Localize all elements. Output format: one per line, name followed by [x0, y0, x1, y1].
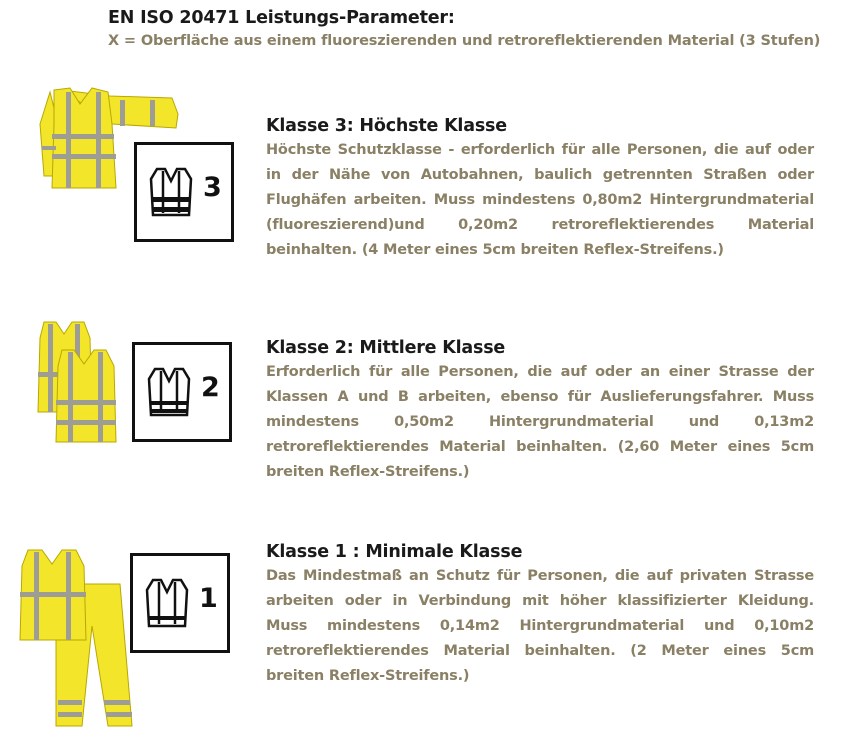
class-3-badge [134, 142, 234, 242]
class-2-badge [132, 342, 232, 442]
class-heading: Klasse 2: Mittlere Klasse [266, 338, 506, 358]
class-description: Das Mindestmaß an Schutz für Personen, die auf privaten Strasse arbeiten oder in Verbindung mit höher klassifizierter Kleidung. Muss mindestens 0,14m2 Hintergrundmaterial und 0,10m2 retroreflektierendes Material beinhalten. (2 Meter eines 5cm breiten Reflex-Streifens.) [266, 568, 814, 684]
hi-vis-vests-icon [0, 318, 130, 448]
class-1-text [266, 542, 814, 689]
page-subtitle: X = Oberfläche aus einem fluoreszierenden und retroreflektierenden Material (3 Stufen) [108, 33, 821, 49]
class-heading: Klasse 1 : Minimale Klasse [266, 542, 523, 562]
class-number: 2 [201, 372, 220, 403]
vest-outline-icon [145, 578, 189, 628]
page-title: EN ISO 20471 Leistungs-Parameter: [108, 8, 455, 28]
class-3-text [266, 116, 814, 263]
class-description: Erforderlich für alle Personen, die auf oder an einer Strasse der Klassen A und B arbeiten, ebenso für Auslieferungsfahrer. Muss mindestens 0,50m2 Hintergrundmaterial und 0,13m2 retroreflektierendes Material beinhalten. (2,60 Meter eines 5cm breiten Reflex-Streifens.) [266, 364, 814, 480]
class-2-text [266, 338, 814, 485]
hi-vis-vest-trousers-icon [0, 530, 140, 736]
class-number: 1 [199, 583, 218, 614]
document-header [108, 8, 836, 52]
class-heading: Klasse 3: Höchste Klasse [266, 116, 507, 136]
vest-outline-icon [149, 167, 193, 217]
class-description: Höchste Schutzklasse - erforderlich für alle Personen, die auf oder in der Nähe von Autobahnen, baulich getrennten Straßen oder Flughäfen arbeiten. Muss mindestens 0,80m2 Hintergrundmaterial (fluoreszierend)und 0,20m2 retroreflektierendes Material beinhalten. (4 Meter eines 5cm breiten Reflex-Streifens.) [266, 142, 814, 258]
vest-outline-icon [147, 367, 191, 417]
class-number: 3 [203, 172, 222, 203]
class-1-badge [130, 553, 230, 653]
